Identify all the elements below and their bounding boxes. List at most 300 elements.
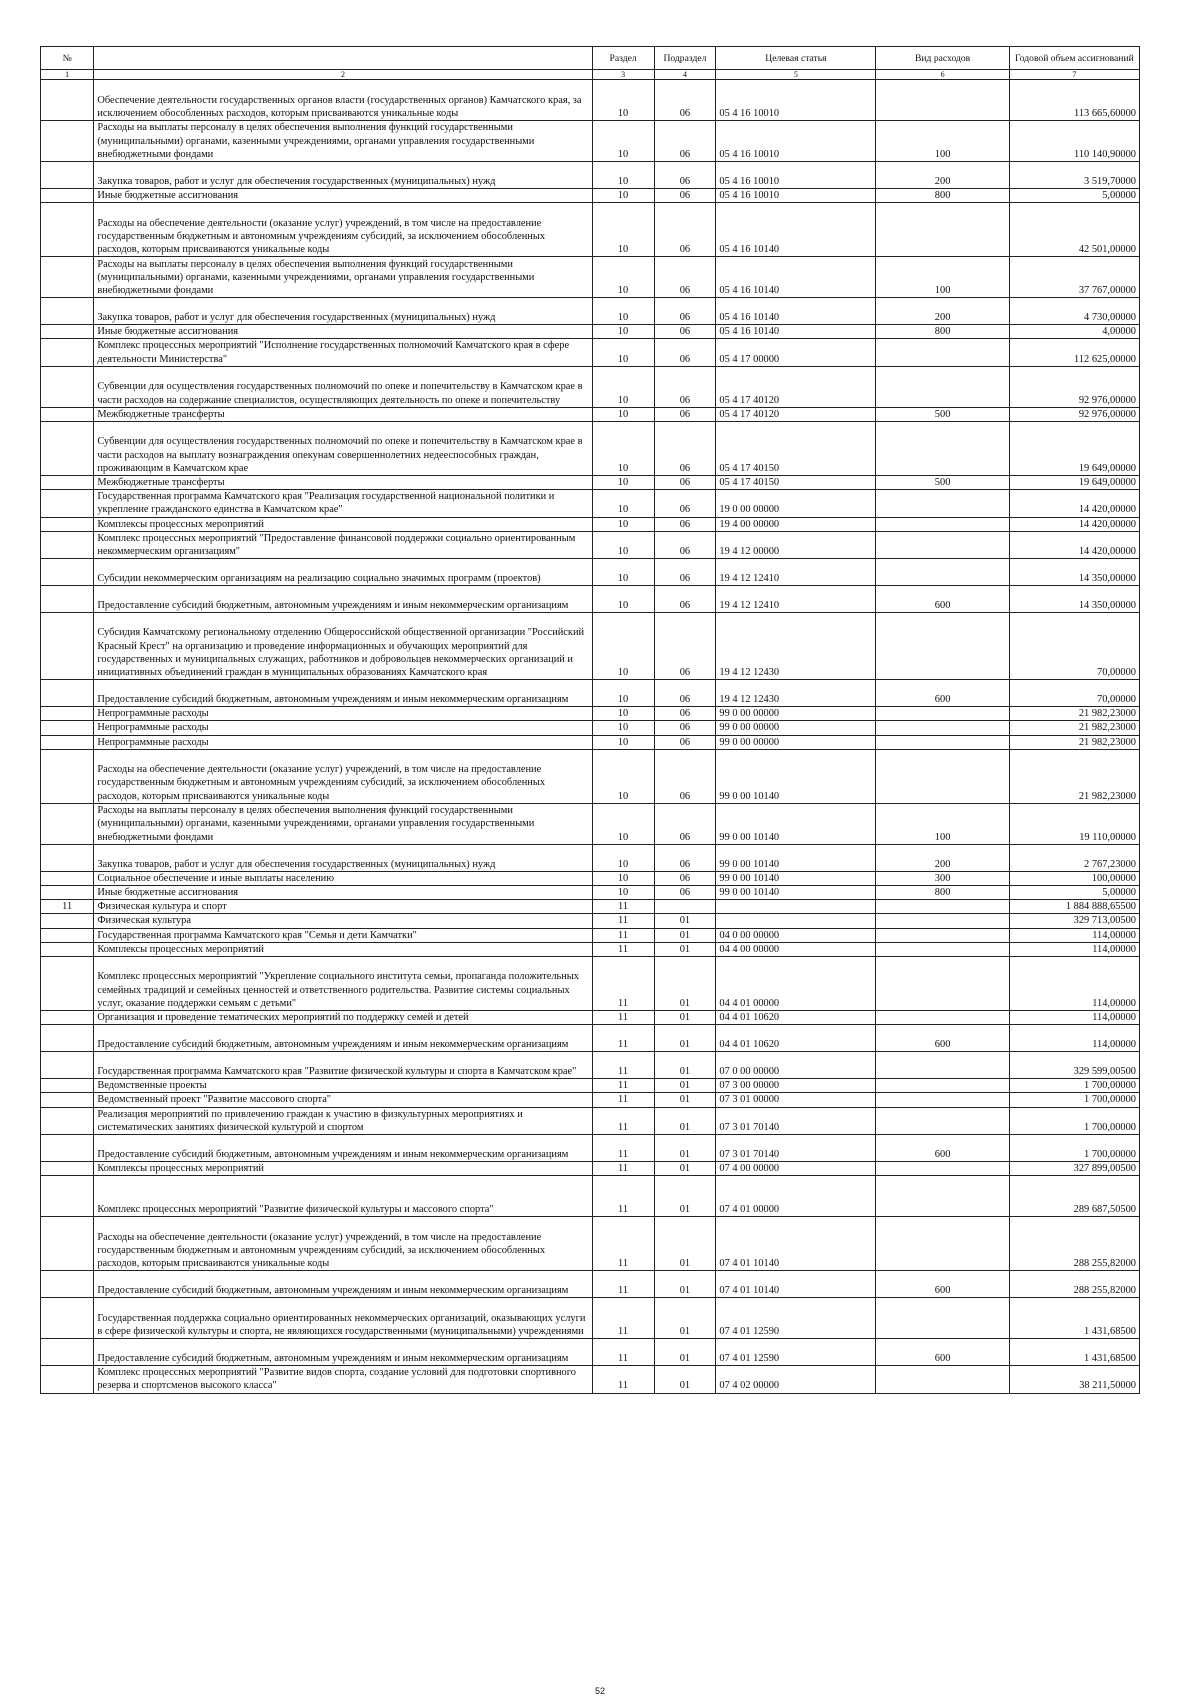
- row-description: Субвенции для осуществления государственных полномочий по опеке и попечительству в Камчатском крае в части расходов на выплату вознаграждения опекунам совершеннолетних недееспособных граждан, проживающим в Камчатском крае: [94, 422, 592, 476]
- header-description: [94, 47, 592, 70]
- row-target-article: 05 4 16 10140: [716, 298, 876, 325]
- row-section: 10: [592, 586, 654, 613]
- row-expense-type: [876, 957, 1009, 1011]
- row-subsection: 01: [654, 1011, 716, 1025]
- table-row: [41, 407, 1140, 421]
- row-expense-type: 200: [876, 844, 1009, 871]
- row-section: 11: [592, 1011, 654, 1025]
- row-target-article: 07 4 01 10140: [716, 1217, 876, 1271]
- row-section: 11: [592, 900, 654, 914]
- row-number: [41, 914, 94, 928]
- row-amount: 329 599,00500: [1009, 1052, 1139, 1079]
- row-expense-type: [876, 914, 1009, 928]
- row-target-article: 99 0 00 00000: [716, 707, 876, 721]
- table-row: [41, 586, 1140, 613]
- table-row: [41, 1271, 1140, 1298]
- row-subsection: 06: [654, 189, 716, 203]
- table-row: [41, 735, 1140, 749]
- row-expense-type: [876, 1298, 1009, 1339]
- row-description: Государственная программа Камчатского края "Семья и дети Камчатки": [94, 928, 592, 942]
- row-target-article: 19 4 12 12430: [716, 613, 876, 680]
- table-row: [41, 203, 1140, 257]
- row-number: [41, 490, 94, 517]
- row-expense-type: 100: [876, 803, 1009, 844]
- table-row: [41, 257, 1140, 298]
- row-number: [41, 339, 94, 366]
- row-number: [41, 203, 94, 257]
- row-expense-type: 800: [876, 189, 1009, 203]
- table-row: [41, 339, 1140, 366]
- row-subsection: [654, 900, 716, 914]
- row-target-article: 04 4 01 10620: [716, 1025, 876, 1052]
- row-description: Расходы на выплаты персоналу в целях обеспечения выполнения функций государственными (муниципальными) органами, казенными учреждениями, органами управления государственными внебюджетными фондами: [94, 803, 592, 844]
- row-target-article: 19 4 12 12430: [716, 680, 876, 707]
- row-amount: 21 982,23000: [1009, 707, 1139, 721]
- row-number: [41, 613, 94, 680]
- row-expense-type: [876, 1217, 1009, 1271]
- table-row: [41, 957, 1140, 1011]
- row-description: Комплекс процессных мероприятий "Развитие видов спорта, создание условий для подготовки спортивного резерва и спортсменов высокого класса": [94, 1366, 592, 1393]
- row-subsection: 06: [654, 490, 716, 517]
- row-number: [41, 886, 94, 900]
- row-number: [41, 871, 94, 885]
- row-section: 11: [592, 1135, 654, 1162]
- row-expense-type: 100: [876, 257, 1009, 298]
- row-number: [41, 735, 94, 749]
- row-target-article: 07 4 00 00000: [716, 1162, 876, 1176]
- table-row: [41, 80, 1140, 121]
- row-number: [41, 1107, 94, 1134]
- row-target-article: 04 0 00 00000: [716, 928, 876, 942]
- table-row: [41, 680, 1140, 707]
- row-description: Организация и проведение тематических мероприятий по поддержку семей и детей: [94, 1011, 592, 1025]
- row-target-article: 05 4 16 10140: [716, 325, 876, 339]
- row-amount: 1 700,00000: [1009, 1107, 1139, 1134]
- row-expense-type: [876, 707, 1009, 721]
- table-row: [41, 1298, 1140, 1339]
- row-number: [41, 707, 94, 721]
- row-amount: 92 976,00000: [1009, 366, 1139, 407]
- row-target-article: 05 4 17 40150: [716, 476, 876, 490]
- table-row: [41, 914, 1140, 928]
- row-amount: 113 665,60000: [1009, 80, 1139, 121]
- table-row: [41, 942, 1140, 956]
- table-row: [41, 1135, 1140, 1162]
- row-expense-type: 500: [876, 407, 1009, 421]
- row-subsection: 01: [654, 1052, 716, 1079]
- row-subsection: 01: [654, 1366, 716, 1393]
- row-subsection: 06: [654, 407, 716, 421]
- row-description: Комплексы процессных мероприятий: [94, 1162, 592, 1176]
- row-description: Непрограммные расходы: [94, 721, 592, 735]
- row-target-article: 05 4 17 40120: [716, 366, 876, 407]
- row-subsection: 06: [654, 162, 716, 189]
- table-row: [41, 1162, 1140, 1176]
- row-section: 10: [592, 803, 654, 844]
- row-number: [41, 1298, 94, 1339]
- row-description: Закупка товаров, работ и услуг для обеспечения государственных (муниципальных) нужд: [94, 162, 592, 189]
- row-number: [41, 844, 94, 871]
- header-num: №: [41, 47, 94, 70]
- row-number: [41, 1339, 94, 1366]
- table-row: [41, 803, 1140, 844]
- row-subsection: 06: [654, 80, 716, 121]
- row-subsection: 01: [654, 1107, 716, 1134]
- row-target-article: 99 0 00 10140: [716, 886, 876, 900]
- row-subsection: 06: [654, 559, 716, 586]
- row-number: [41, 162, 94, 189]
- row-amount: 14 350,00000: [1009, 559, 1139, 586]
- row-amount: 1 431,68500: [1009, 1339, 1139, 1366]
- row-target-article: 07 4 01 10140: [716, 1271, 876, 1298]
- table-row: [41, 162, 1140, 189]
- row-expense-type: [876, 517, 1009, 531]
- header-subsection: Подраздел: [654, 47, 716, 70]
- row-number: [41, 1176, 94, 1217]
- row-section: 11: [592, 1339, 654, 1366]
- row-amount: 19 110,00000: [1009, 803, 1139, 844]
- column-number: 2: [94, 70, 592, 80]
- row-section: 10: [592, 531, 654, 558]
- row-amount: 1 700,00000: [1009, 1135, 1139, 1162]
- row-amount: 42 501,00000: [1009, 203, 1139, 257]
- row-amount: 4,00000: [1009, 325, 1139, 339]
- row-amount: 289 687,50500: [1009, 1176, 1139, 1217]
- row-expense-type: [876, 559, 1009, 586]
- row-amount: 19 649,00000: [1009, 476, 1139, 490]
- row-target-article: 05 4 16 10140: [716, 257, 876, 298]
- row-description: Расходы на выплаты персоналу в целях обеспечения выполнения функций государственными (муниципальными) органами, казенными учреждениями, органами управления государственными внебюджетными фондами: [94, 121, 592, 162]
- row-number: [41, 257, 94, 298]
- row-amount: 114,00000: [1009, 1011, 1139, 1025]
- row-subsection: 01: [654, 928, 716, 942]
- row-target-article: 05 4 16 10010: [716, 121, 876, 162]
- row-expense-type: [876, 900, 1009, 914]
- row-target-article: 04 4 01 00000: [716, 957, 876, 1011]
- row-description: Предоставление субсидий бюджетным, автономным учреждениям и иным некоммерческим организациям: [94, 1025, 592, 1052]
- row-target-article: 05 4 17 40120: [716, 407, 876, 421]
- row-amount: 70,00000: [1009, 680, 1139, 707]
- row-subsection: 06: [654, 422, 716, 476]
- row-target-article: 05 4 17 00000: [716, 339, 876, 366]
- table-row: [41, 1217, 1140, 1271]
- row-subsection: 06: [654, 735, 716, 749]
- row-subsection: 01: [654, 1135, 716, 1162]
- header-annual-amount: Годовой объем ассигнований: [1009, 47, 1139, 70]
- column-number: 5: [716, 70, 876, 80]
- row-expense-type: [876, 735, 1009, 749]
- table-row: [41, 490, 1140, 517]
- table-row: [41, 1366, 1140, 1393]
- row-description: Иные бюджетные ассигнования: [94, 189, 592, 203]
- row-subsection: 01: [654, 1162, 716, 1176]
- row-subsection: 06: [654, 257, 716, 298]
- row-number: [41, 928, 94, 942]
- row-section: 10: [592, 203, 654, 257]
- row-section: 10: [592, 407, 654, 421]
- table-row: [41, 749, 1140, 803]
- column-number: 4: [654, 70, 716, 80]
- row-target-article: 05 4 17 40150: [716, 422, 876, 476]
- row-subsection: 06: [654, 613, 716, 680]
- table-row: [41, 1079, 1140, 1093]
- row-target-article: 07 0 00 00000: [716, 1052, 876, 1079]
- row-expense-type: 200: [876, 298, 1009, 325]
- row-description: Расходы на выплаты персоналу в целях обеспечения выполнения функций государственными (муниципальными) органами, казенными учреждениями, органами управления государственными внебюджетными фондами: [94, 257, 592, 298]
- row-number: [41, 942, 94, 956]
- row-amount: 14 350,00000: [1009, 586, 1139, 613]
- row-section: 10: [592, 298, 654, 325]
- row-description: Иные бюджетные ассигнования: [94, 325, 592, 339]
- row-subsection: 01: [654, 1093, 716, 1107]
- column-number: 6: [876, 70, 1009, 80]
- table-row: [41, 121, 1140, 162]
- row-amount: 21 982,23000: [1009, 721, 1139, 735]
- header-target-article: Целевая статья: [716, 47, 876, 70]
- row-description: Обеспечение деятельности государственных органов власти (государственных органов) Камчатского края, за исключением обособленных расходов, которым присваиваются уникальные коды: [94, 80, 592, 121]
- table-row: [41, 189, 1140, 203]
- row-target-article: 07 3 00 00000: [716, 1079, 876, 1093]
- row-section: 10: [592, 162, 654, 189]
- row-amount: 1 700,00000: [1009, 1079, 1139, 1093]
- row-target-article: 99 0 00 00000: [716, 721, 876, 735]
- column-number-row: [41, 70, 1140, 80]
- row-section: 10: [592, 680, 654, 707]
- row-expense-type: [876, 422, 1009, 476]
- row-number: [41, 1052, 94, 1079]
- row-section: 11: [592, 1176, 654, 1217]
- row-amount: 100,00000: [1009, 871, 1139, 885]
- row-subsection: 06: [654, 531, 716, 558]
- row-expense-type: [876, 490, 1009, 517]
- row-section: 11: [592, 1298, 654, 1339]
- row-expense-type: [876, 339, 1009, 366]
- row-description: Иные бюджетные ассигнования: [94, 886, 592, 900]
- row-number: [41, 721, 94, 735]
- row-number: [41, 1366, 94, 1393]
- row-subsection: 06: [654, 844, 716, 871]
- row-target-article: 07 3 01 70140: [716, 1135, 876, 1162]
- row-number: [41, 476, 94, 490]
- row-section: 11: [592, 942, 654, 956]
- row-section: 10: [592, 735, 654, 749]
- row-description: Предоставление субсидий бюджетным, автономным учреждениям и иным некоммерческим организациям: [94, 1271, 592, 1298]
- row-description: Государственная поддержка социально ориентированных некоммерческих организаций, оказывающих услуги в сфере физической культуры и спорта, не являющихся государственными (муниципальными) учреждениями: [94, 1298, 592, 1339]
- row-amount: 288 255,82000: [1009, 1271, 1139, 1298]
- row-description: Межбюджетные трансферты: [94, 476, 592, 490]
- row-description: Ведомственный проект "Развитие массового спорта": [94, 1093, 592, 1107]
- table-row: [41, 613, 1140, 680]
- row-amount: 14 420,00000: [1009, 517, 1139, 531]
- row-target-article: 07 3 01 70140: [716, 1107, 876, 1134]
- row-section: 10: [592, 366, 654, 407]
- row-description: Комплексы процессных мероприятий: [94, 517, 592, 531]
- row-amount: 112 625,00000: [1009, 339, 1139, 366]
- row-section: 11: [592, 1162, 654, 1176]
- page-number: 52: [594, 1686, 605, 1696]
- row-expense-type: 600: [876, 680, 1009, 707]
- row-subsection: 01: [654, 1176, 716, 1217]
- row-target-article: 04 4 00 00000: [716, 942, 876, 956]
- row-expense-type: [876, 1011, 1009, 1025]
- row-amount: 327 899,00500: [1009, 1162, 1139, 1176]
- table-row: [41, 559, 1140, 586]
- row-section: 10: [592, 339, 654, 366]
- row-expense-type: [876, 366, 1009, 407]
- row-amount: 70,00000: [1009, 613, 1139, 680]
- row-amount: 38 211,50000: [1009, 1366, 1139, 1393]
- row-amount: 110 140,90000: [1009, 121, 1139, 162]
- row-amount: 114,00000: [1009, 957, 1139, 1011]
- row-description: Субсидии некоммерческим организациям на реализацию социально значимых программ (проектов): [94, 559, 592, 586]
- row-number: 11: [41, 900, 94, 914]
- row-subsection: 06: [654, 366, 716, 407]
- row-expense-type: 100: [876, 121, 1009, 162]
- row-expense-type: 800: [876, 886, 1009, 900]
- row-number: [41, 1011, 94, 1025]
- table-row: [41, 422, 1140, 476]
- row-number: [41, 189, 94, 203]
- header-section: Раздел: [592, 47, 654, 70]
- row-amount: 4 730,00000: [1009, 298, 1139, 325]
- row-description: Государственная программа Камчатского края "Развитие физической культуры и спорта в Камчатском крае": [94, 1052, 592, 1079]
- row-section: 10: [592, 476, 654, 490]
- row-amount: 114,00000: [1009, 1025, 1139, 1052]
- table-row: [41, 928, 1140, 942]
- row-expense-type: 800: [876, 325, 1009, 339]
- row-expense-type: 300: [876, 871, 1009, 885]
- row-target-article: [716, 900, 876, 914]
- row-amount: 3 519,70000: [1009, 162, 1139, 189]
- row-expense-type: [876, 1079, 1009, 1093]
- row-section: 10: [592, 121, 654, 162]
- row-amount: 5,00000: [1009, 189, 1139, 203]
- row-subsection: 06: [654, 886, 716, 900]
- row-description: Субсидия Камчатскому региональному отделению Общероссийской общественной организации "Российский Красный Крест" на организацию и проведение информационных и обучающих мероприятий для государственных и муниципальных служащих, работников и добровольцев некоммерческих организаций и инициативных объединений граждан в муниципальных образованиях Камчатского края: [94, 613, 592, 680]
- row-expense-type: 500: [876, 476, 1009, 490]
- row-section: 11: [592, 1052, 654, 1079]
- budget-table-body: [41, 80, 1140, 1394]
- row-section: 11: [592, 1107, 654, 1134]
- row-amount: 288 255,82000: [1009, 1217, 1139, 1271]
- table-row: [41, 1052, 1140, 1079]
- row-number: [41, 803, 94, 844]
- row-section: 10: [592, 613, 654, 680]
- row-expense-type: [876, 749, 1009, 803]
- row-description: Субвенции для осуществления государственных полномочий по опеке и попечительству в Камчатском крае в части расходов на содержание специалистов, осуществляющих деятельность по опеке и попечительству: [94, 366, 592, 407]
- row-number: [41, 1135, 94, 1162]
- row-description: Расходы на обеспечение деятельности (оказание услуг) учреждений, в том числе на предоставление государственным бюджетным и автономным учреждениям субсидий, за исключением обособленных расходов, которым присваиваются уникальные коды: [94, 749, 592, 803]
- row-expense-type: 200: [876, 162, 1009, 189]
- row-section: 10: [592, 707, 654, 721]
- row-number: [41, 366, 94, 407]
- row-number: [41, 586, 94, 613]
- row-expense-type: [876, 1052, 1009, 1079]
- row-description: Предоставление субсидий бюджетным, автономным учреждениям и иным некоммерческим организациям: [94, 1135, 592, 1162]
- row-number: [41, 1217, 94, 1271]
- row-subsection: 06: [654, 707, 716, 721]
- row-target-article: 05 4 16 10010: [716, 162, 876, 189]
- row-description: Предоставление субсидий бюджетным, автономным учреждениям и иным некоммерческим организациям: [94, 680, 592, 707]
- row-expense-type: [876, 80, 1009, 121]
- table-row: [41, 531, 1140, 558]
- row-subsection: 01: [654, 1339, 716, 1366]
- row-description: Физическая культура и спорт: [94, 900, 592, 914]
- row-amount: 2 767,23000: [1009, 844, 1139, 871]
- row-description: Закупка товаров, работ и услуг для обеспечения государственных (муниципальных) нужд: [94, 844, 592, 871]
- row-description: Закупка товаров, работ и услуг для обеспечения государственных (муниципальных) нужд: [94, 298, 592, 325]
- row-number: [41, 680, 94, 707]
- row-number: [41, 121, 94, 162]
- row-subsection: 01: [654, 1298, 716, 1339]
- row-section: 10: [592, 490, 654, 517]
- table-row: [41, 1011, 1140, 1025]
- row-expense-type: [876, 1093, 1009, 1107]
- row-amount: 14 420,00000: [1009, 531, 1139, 558]
- row-subsection: 06: [654, 749, 716, 803]
- row-target-article: 05 4 16 10140: [716, 203, 876, 257]
- row-target-article: 19 4 00 00000: [716, 517, 876, 531]
- row-section: 10: [592, 749, 654, 803]
- table-row: [41, 721, 1140, 735]
- table-row: [41, 886, 1140, 900]
- row-target-article: 04 4 01 10620: [716, 1011, 876, 1025]
- row-section: 11: [592, 1217, 654, 1271]
- row-expense-type: [876, 1162, 1009, 1176]
- row-section: 10: [592, 886, 654, 900]
- row-number: [41, 531, 94, 558]
- column-number: 1: [41, 70, 94, 80]
- row-amount: 19 649,00000: [1009, 422, 1139, 476]
- table-row: [41, 366, 1140, 407]
- row-number: [41, 1162, 94, 1176]
- row-number: [41, 1271, 94, 1298]
- table-row: [41, 476, 1140, 490]
- column-number: 3: [592, 70, 654, 80]
- row-amount: 329 713,00500: [1009, 914, 1139, 928]
- row-subsection: 06: [654, 476, 716, 490]
- row-number: [41, 957, 94, 1011]
- row-subsection: 01: [654, 942, 716, 956]
- row-section: 10: [592, 871, 654, 885]
- row-number: [41, 1093, 94, 1107]
- row-target-article: 07 4 01 12590: [716, 1298, 876, 1339]
- row-number: [41, 325, 94, 339]
- row-target-article: [716, 914, 876, 928]
- row-target-article: 19 0 00 00000: [716, 490, 876, 517]
- row-target-article: 19 4 12 12410: [716, 586, 876, 613]
- row-subsection: 06: [654, 339, 716, 366]
- row-expense-type: [876, 613, 1009, 680]
- row-number: [41, 407, 94, 421]
- row-number: [41, 1079, 94, 1093]
- row-amount: 5,00000: [1009, 886, 1139, 900]
- row-description: Комплекс процессных мероприятий "Предоставление финансовой поддержки социально ориентированным некоммерческим организациям": [94, 531, 592, 558]
- budget-table: [40, 46, 1140, 1394]
- row-expense-type: 600: [876, 1135, 1009, 1162]
- row-amount: 1 884 888,65500: [1009, 900, 1139, 914]
- row-subsection: 06: [654, 586, 716, 613]
- table-row: [41, 1025, 1140, 1052]
- row-target-article: 07 4 01 00000: [716, 1176, 876, 1217]
- row-description: Предоставление субсидий бюджетным, автономным учреждениям и иным некоммерческим организациям: [94, 1339, 592, 1366]
- row-subsection: 06: [654, 203, 716, 257]
- row-description: Комплекс процессных мероприятий "Укрепление социального института семьи, пропаганда положительных семейных традиций и семейных ценностей и ответственного родительства. Развитие системы социальных услуг, оказание поддержки семьям с детьми": [94, 957, 592, 1011]
- row-amount: 114,00000: [1009, 928, 1139, 942]
- row-amount: 1 700,00000: [1009, 1093, 1139, 1107]
- row-target-article: 07 4 01 12590: [716, 1339, 876, 1366]
- table-row: [41, 707, 1140, 721]
